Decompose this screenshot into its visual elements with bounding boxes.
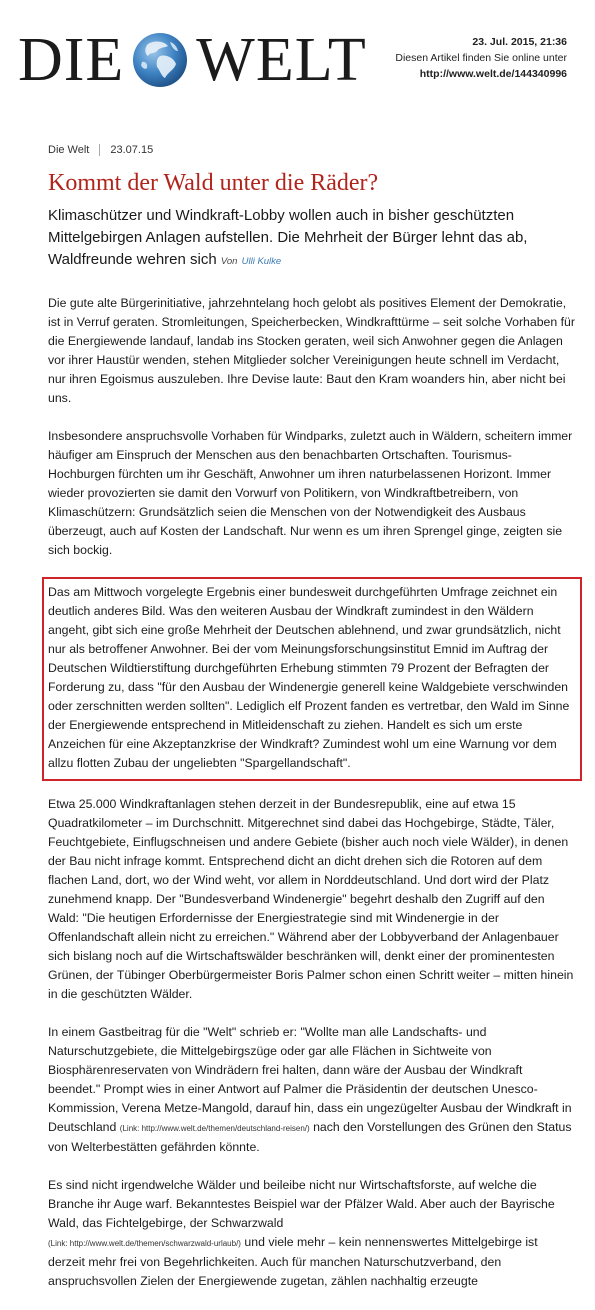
logo-text-right: WELT: [196, 26, 367, 94]
paragraph-5: [48, 1023, 576, 1157]
divider: [99, 144, 100, 156]
print-date: 23. Jul. 2015, 21:36: [472, 36, 567, 48]
article-lead: [48, 205, 568, 273]
paragraph-1: Die gute alte Bürgerinitiative, jahrzehntelang hoch gelobt als positives Element der Demokratie, ist in Verruf geraten. Stromleitungen, Speicherbecken, Windkrafttürme – seit solche Vorhaben für die Energiewende landauf, landab ins Stocken geraten, weil sich Anwohner gegen die Anlagen vor ihrer Haustür wenden, stehen Mitglieder solcher Vereinigungen heute schnell im Verdacht, nur ihren Egoismus auszuleben. Ihre Devise laute: Baut den Kram woanders hin, aber nicht bei uns.: [48, 296, 575, 405]
article-meta: [395, 34, 567, 82]
paragraph-6-text-end: und viele mehr – kein nennenswertes Mittelgebirge ist derzeit mehr frei von Begehrlichkeiten. Auch für manchen Naturschutzverband, den anspruchsvollen Zielen der Energiewende zugetan, zählen nachhaltig erzeugte: [48, 1235, 538, 1288]
paragraph-6-text: Es sind nicht irgendwelche Wälder und beileibe nicht nur Wirtschaftsforste, auf welche die Branche ihr Auge warf. Bekanntestes Beispiel war der Pfälzer Wald. Aber auch der Bayrische Wald, das Fichtelgebirge, der Schwarzwald: [48, 1178, 555, 1230]
paragraph-5-text-end: nach den Vorstellungen des Grünen den Status von Welterbestätten gefährden könnte.: [48, 1120, 572, 1154]
paragraph-3-highlighted: Das am Mittwoch vorgelegte Ergebnis einer bundesweit durchgeführten Umfrage zeichnet ein deutlich anderes Bild. Was den weiteren Ausbau der Windkraft zumindest in den Wäldern angeht, gibt sich eine große Mehrheit der Deutschen ablehnend, und zwar grundsätzlich, nicht nur als betroffener Anwohner. Bei der vom Meinungsforschungsinstitut Emnid im Auftrag der Deutschen Wildtierstiftung durchgeführten Erhebung stimmten 79 Prozent der Befragten der Forderung zu, dass "für den Ausbau der Windenergie generell keine Waldgebiete verschwinden oder zerschnitten werden sollten". Lediglich elf Prozent fanden es vertretbar, den Wald im Sinne der Energiewende entsprechend in Mitleidenschaft zu ziehen. Handelt es sich um erste Anzeichen für eine Akzeptanzkrise der Windkraft? Zumindest wohl um eine Warnung vor dem allzu flotten Zubau der ungeliebten "Spargellandschaft".: [42, 577, 582, 781]
article-title: Kommt der Wald unter die Räder?: [48, 170, 379, 196]
paragraph-6: [48, 1176, 576, 1291]
paragraph-2: Insbesondere anspruchsvolle Vorhaben für Windparks, zuletzt auch in Wäldern, scheitern immer häufiger am Einspruch der Menschen aus den benachbarten Ortschaften. Tourismus-Hochburgen fürchten um ihr Geschäft, Anwohner um ihren naturbelassenen Horizont. Immer wieder provozierten sie damit den Vorwurf von Politikern, von Windkraftbetreibern, von Klimaschützern: Grundsätzlich seien die Menschen von der Notwendigkeit des Ausbaus überzeugt, auch auf Kosten der Landschaft. Nur wenn es um ihren Sprengel ginge, zeigten sie sich bockig.: [48, 429, 573, 557]
article-date: 23.07.15: [110, 144, 154, 156]
logo-text-left: DIE: [18, 26, 125, 94]
author-prefix: Von: [220, 256, 238, 267]
online-note: Diesen Artikel finden Sie online unter: [395, 52, 567, 64]
paragraph-5-text: In einem Gastbeitrag für die "Welt" schrieb er: "Wollte man alle Landschafts- und Naturschutzgebiete, die Mittelgebirgszüge oder gar alle Flächen in Sichtweite von Biosphärenreservaten von Windrädern frei halten, dann wäre der Ausbau der Windkraft beendet." Prompt wies in einer Antwort auf Palmer die Präsidentin der deutschen Unesco-Kommission, Verena Metze-Mangold, darauf hin, dass ein ungezügelter Ausbau der Windkraft in Deutschland: [48, 1025, 572, 1134]
die-welt-logo: [18, 28, 367, 92]
article-body: [48, 294, 576, 1310]
page-header: [0, 0, 595, 100]
paragraph-4: Etwa 25.000 Windkraftanlagen stehen derzeit in der Bundesrepublik, eine auf etwa 15 Quadratkilometer – im Durchschnitt. Mitgerechnet sind dabei das Hochgebirge, Städte, Täler, Feuchtgebiete, Einflugschneisen und andere Gebiete (bisher auch noch viele Wälder), in denen der Bau nicht infrage kommt. Entsprechend dicht an dicht drehen sich die Rotoren auf dem flachen Land, dort, wo der Wind weht, vor allem in Norddeutschland. Und dort wird der Platz zunehmend knapp. Der "Bundesverband Windenergie" begehrt deshalb den Zugriff auf den Wald: "Die heutigen Erfordernisse der Energiestrategie sind mit Windenergie in der Offenlandschaft allein nicht zu erreichen." Während aber der Lobbyverband der Anlagenbauer sich bislang noch auf die Wirtschaftswälder beschränken will, denkt einer der prominentesten Grünen, der Tübinger Oberbürgermeister Boris Palmer schon einen Schritt weiter – mitten hinein in die geschützten Wälder.: [48, 797, 574, 1001]
deutschland-reisen-link[interactable]: (Link: http://www.welt.de/themen/deutschland-reisen/): [119, 1124, 310, 1133]
article-url[interactable]: http://www.welt.de/144340996: [419, 68, 567, 80]
author-link[interactable]: Ulli Kulke: [241, 256, 282, 267]
schwarzwald-urlaub-link[interactable]: (Link: http://www.welt.de/themen/schwarzwald-urlaub/): [48, 1239, 241, 1248]
source-name: Die Welt: [48, 144, 90, 156]
globe-icon: [130, 30, 190, 90]
source-line: [48, 144, 153, 156]
lead-text: Klimaschützer und Windkraft-Lobby wollen auch in bisher geschützten Mittelgebirgen Anlagen aufstellen. Die Mehrheit der Bürger lehnt das ab, Waldfreunde wehren sich: [48, 207, 528, 268]
